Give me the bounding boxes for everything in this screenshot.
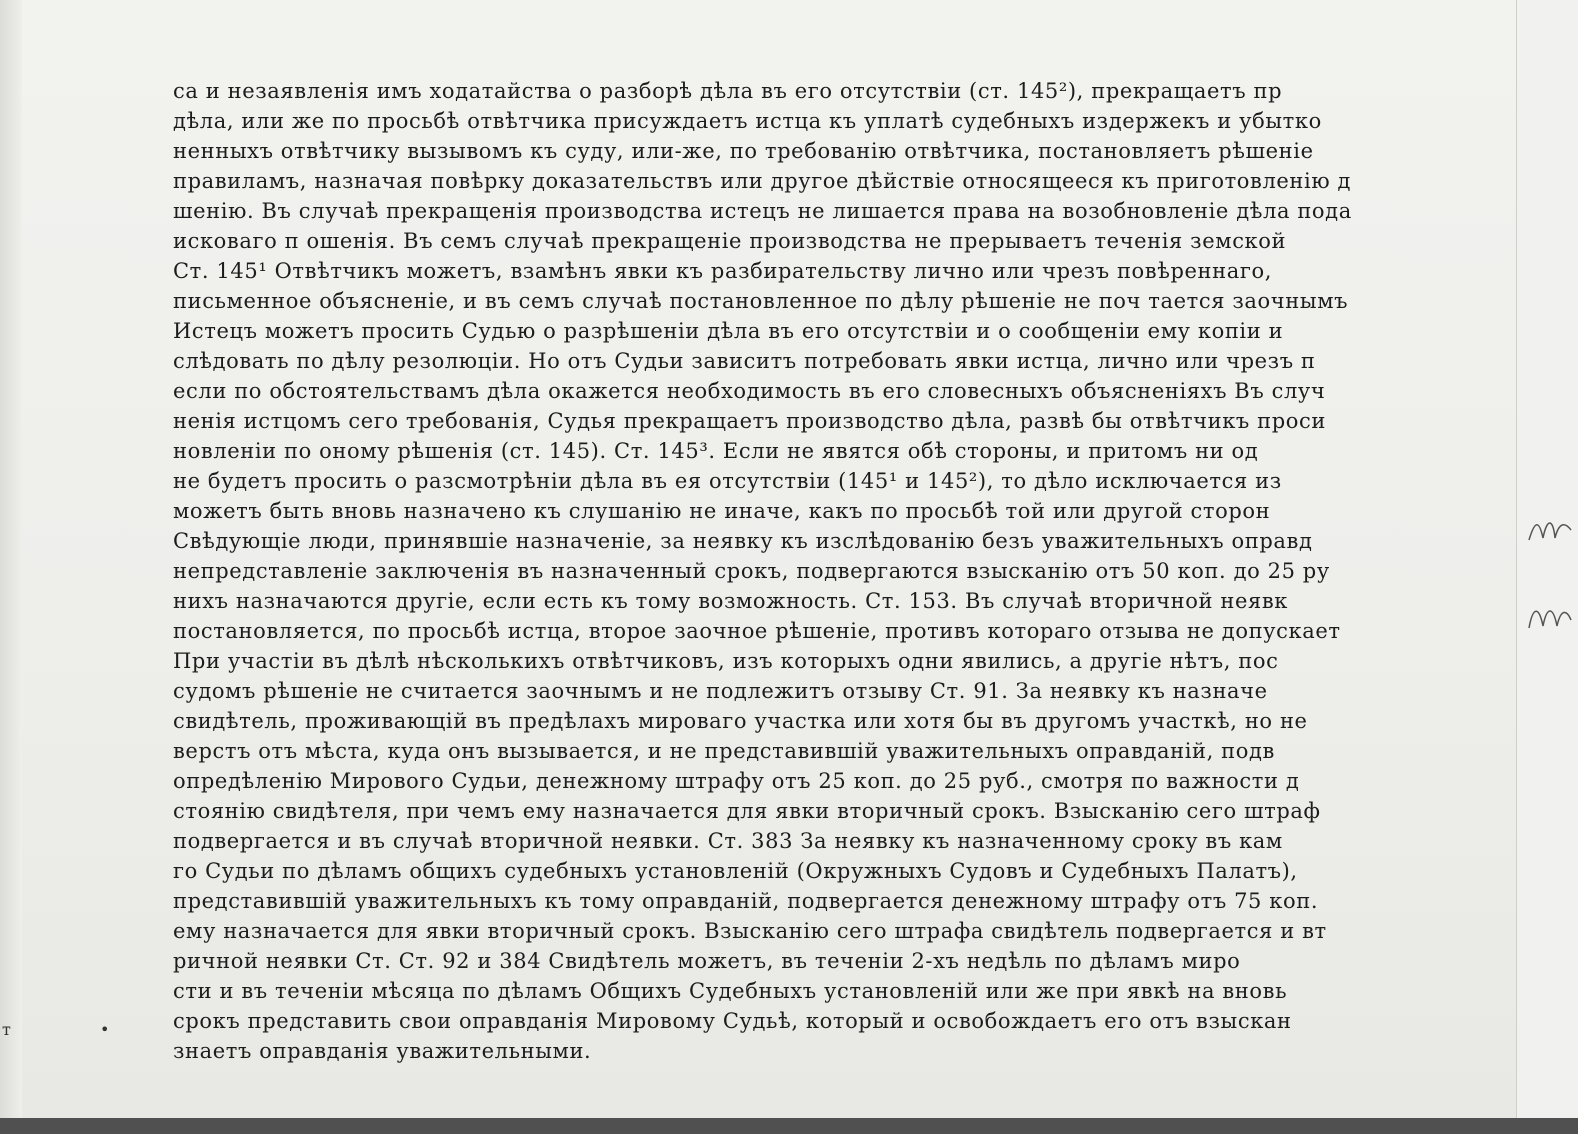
text-line: Свѣдующіе люди, принявшіе назначеніе, за неявку къ изслѣдованію безъ уважительныхъ оправд [173,529,1313,553]
text-line: срокъ представить свои оправданія Мировому Судьѣ, который и освобождаетъ его отъ взыскан [173,1009,1292,1033]
text-line: новленіи по оному рѣшенія (ст. 145). Ст. 145³. Если не явятся обѣ стороны, и притомъ ни од [173,439,1259,463]
scanner-bed-edge [0,1118,1578,1134]
text-line: можетъ быть вновь назначено къ слушанію не иначе, какъ по просьбѣ той или другой сторон [173,499,1271,523]
handwritten-mark [1525,510,1575,550]
text-line: письменное объясненіе, и въ семъ случаѣ постановленное по дѣлу рѣшеніе не поч таетcя заочнымъ [173,289,1349,313]
text-line: представившій уважительныхъ къ тому оправданій, подвергается денежному штрафу отъ 75 коп. [173,889,1319,913]
paper-left-edge [0,0,22,1118]
text-line: дѣла, или же по просьбѣ отвѣтчика присуждаетъ истца къ уплатѣ судебныхъ издержекъ и убытко [173,109,1322,133]
text-line: ричной неявки Ст. Ст. 92 и 384 Свидѣтель можетъ, въ теченіи 2-хъ недѣль по дѣламъ миро [173,949,1241,973]
text-line: са и незаявленія имъ ходатайства о разборѣ дѣла въ его отсутствіи (ст. 145²), прекращаетъ пр [173,79,1283,103]
body-text [173,76,1523,1066]
text-line: опредѣленію Мирового Судьи, денежному штрафу отъ 25 коп. до 25 руб., смотря по важности д [173,769,1300,793]
text-line: постановляется, по просьбѣ истца, второе заочное рѣшеніе, противъ котораго отзыва не допускает [173,619,1341,643]
text-line: ненныхъ отвѣтчику вызывомъ къ суду, или-же, по требованію отвѣтчика, постановляетъ рѣшеніе [173,139,1314,163]
text-line: ему назначается для явки вторичный срокъ. Взысканію сего штрафа свидѣтель подвергается и вт [173,919,1327,943]
text-line: нихъ назначаются другіе, если есть къ тому возможность. Ст. 153. Въ случаѣ вторичной неявк [173,589,1288,613]
text-line: непредставленіе заключенія въ назначенный срокъ, подвергаются взысканію отъ 50 коп. до 25 ру [173,559,1330,583]
text-line: сти и въ теченіи мѣсяца по дѣламъ Общихъ Судебныхъ установленій или же при явкѣ на вновь [173,979,1288,1003]
handwritten-mark [1525,596,1575,636]
text-line: При участіи въ дѣлѣ нѣсколькихъ отвѣтчиковъ, изъ которыхъ одни явились, а другіе нѣтъ, пос [173,649,1279,673]
text-line: правиламъ, назначая повѣрку доказательствъ или другое дѣйствіе относящееся къ приготовленію д [173,169,1352,193]
text-line: ненія истцомъ сего требованія, Судья прекращаетъ производство дѣла, развѣ бы отвѣтчикъ проси [173,409,1326,433]
text-line: исковаго п ошенія. Въ семъ случаѣ прекращеніе производства не прерываетъ теченія земской [173,229,1287,253]
margin-mark: т [2,1020,11,1039]
text-line: если по обстоятельствамъ дѣла окажется необходимость въ его словесныхъ объясненіяхъ Въ случ [173,379,1326,403]
text-line: Истецъ можетъ просить Судью о разрѣшеніи дѣла въ его отсутствіи и о сообщеніи ему копіи и [173,319,1284,343]
text-line: шенію. Въ случаѣ прекращенія производства истецъ не лишается права на возобновленіе дѣла пода [173,199,1352,223]
text-line: стоянію свидѣтеля, при чемъ ему назначается для явки вторичный срокъ. Взысканію сего штраф [173,799,1321,823]
text-line: знаетъ оправданія уважительными. [173,1039,592,1063]
adjacent-sheet-edge [1516,0,1578,1118]
text-line: Ст. 145¹ Отвѣтчикъ можетъ, взамѣнъ явки къ разбирательству лично или чрезъ повѣреннаго, [173,259,1272,283]
margin-mark: • [100,1020,110,1039]
text-line: не будетъ просить о разсмотрѣніи дѣла въ ея отсутствіи (145¹ и 145²), то дѣло исключается из [173,469,1282,493]
text-line: го Судьи по дѣламъ общихъ судебныхъ установленій (Окружныхъ Судовъ и Судебныхъ Палатъ), [173,859,1298,883]
text-line: судомъ рѣшеніе не считается заочнымъ и не подлежитъ отзыву Ст. 91. За неявку къ назначе [173,679,1268,703]
text-line: свидѣтель, проживающій въ предѣлахъ мироваго участка или хотя бы въ другомъ участкѣ, но не [173,709,1308,733]
text-line: верстъ отъ мѣста, куда онъ вызывается, и не представившій уважительныхъ оправданій, подв [173,739,1275,763]
text-line: слѣдовать по дѣлу резолюціи. Но отъ Судьи зависитъ потребовать явки истца, лично или чрезъ п [173,349,1316,373]
text-line: подвергается и въ случаѣ вторичной неявки. Ст. 383 За неявку къ назначенному сроку въ кам [173,829,1283,853]
